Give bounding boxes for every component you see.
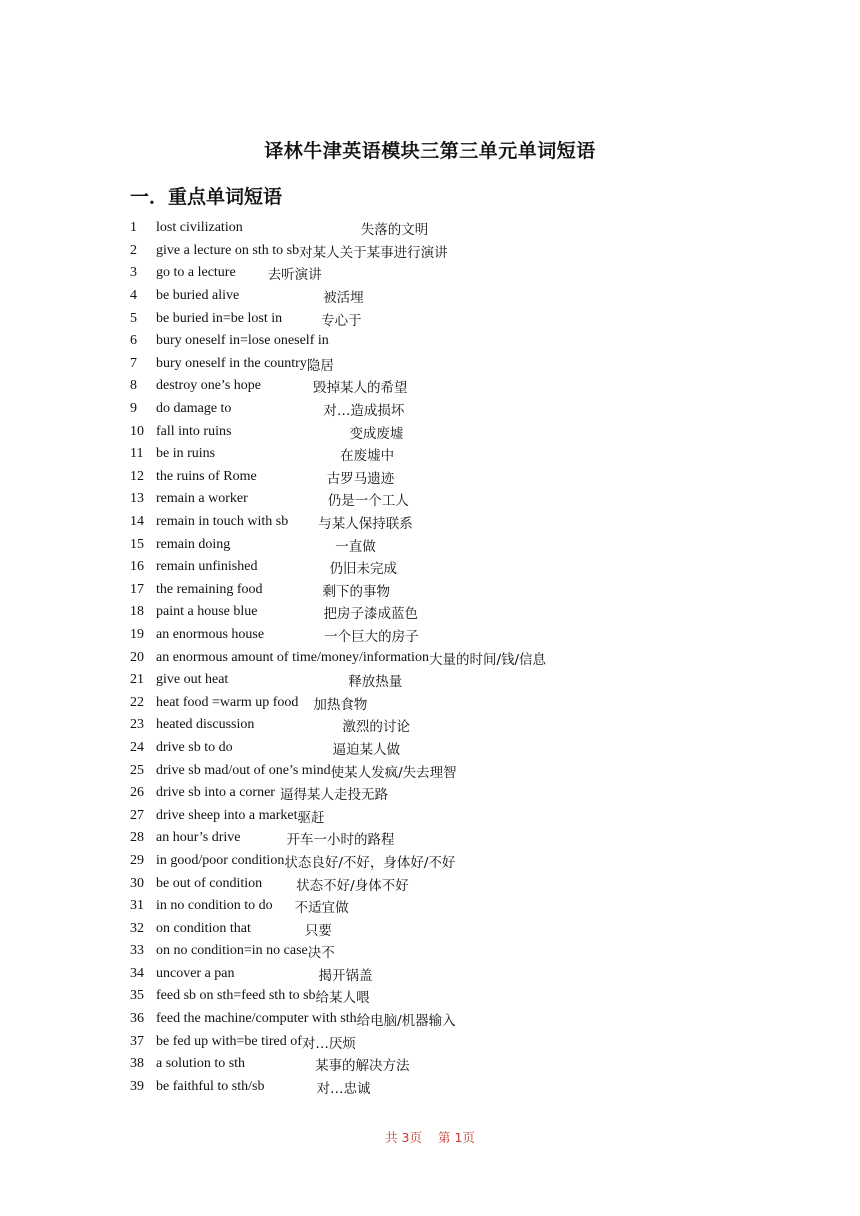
item-english: be buried in=be lost in: [156, 310, 283, 326]
list-item: [130, 646, 830, 669]
item-english: remain in touch with sb: [156, 514, 289, 530]
item-number: 28: [130, 830, 144, 846]
list-item: [130, 714, 830, 737]
list-item: [130, 895, 830, 918]
list-item: [130, 872, 830, 895]
item-number: 13: [130, 491, 144, 507]
item-english: be faithful to sth/sb: [156, 1078, 265, 1094]
list-item: [130, 782, 830, 805]
item-number: 31: [130, 898, 144, 914]
item-english: give a lecture on sth to sb: [156, 242, 300, 258]
item-chinese: 开车一小时的路程: [286, 832, 395, 849]
item-number: 2: [130, 242, 137, 258]
item-chinese: 对…忠诚: [316, 1080, 371, 1097]
page-footer: [0, 1128, 860, 1146]
item-chinese: 一个巨大的房子: [324, 628, 419, 645]
item-english: heated discussion: [156, 717, 255, 733]
item-number: 22: [130, 694, 144, 710]
item-english: in no condition to do: [156, 898, 273, 914]
item-number: 3: [130, 265, 137, 281]
item-number: 8: [130, 378, 137, 394]
list-item: [130, 443, 830, 466]
item-number: 35: [130, 988, 144, 1004]
list-item: [130, 375, 830, 398]
list-item: [130, 353, 830, 376]
list-item: [130, 420, 830, 443]
list-item: [130, 307, 830, 330]
item-number: 11: [130, 446, 144, 462]
item-chinese: 给电脑/机器输入: [356, 1013, 456, 1030]
item-chinese: 驱赶: [297, 809, 325, 826]
item-number: 16: [130, 559, 144, 575]
item-chinese: 隐居: [306, 357, 334, 374]
item-number: 38: [130, 1056, 144, 1072]
item-number: 23: [130, 717, 144, 733]
item-chinese: 专心于: [321, 312, 362, 329]
item-chinese: 一直做: [335, 538, 376, 555]
item-chinese: 加热食物: [313, 696, 368, 713]
item-english: an hour’s drive: [156, 830, 241, 846]
list-item: [130, 827, 830, 850]
item-number: 32: [130, 920, 144, 936]
item-english: remain a worker: [156, 491, 248, 507]
item-english: be fed up with=be tired of: [156, 1033, 302, 1049]
item-number: 34: [130, 965, 144, 981]
item-english: a solution to sth: [156, 1056, 246, 1072]
item-english: feed sb on sth=feed sth to sb: [156, 988, 316, 1004]
item-number: 21: [130, 672, 144, 688]
item-english: paint a house blue: [156, 604, 258, 620]
list-item: [130, 985, 830, 1008]
list-item: [130, 1053, 830, 1076]
item-chinese: 毁掉某人的希望: [312, 380, 408, 397]
item-chinese: 逼迫某人做: [332, 741, 401, 758]
item-number: 17: [130, 581, 144, 597]
item-number: 15: [130, 536, 144, 552]
item-number: 24: [130, 739, 144, 755]
item-chinese: 激烈的讨论: [342, 719, 410, 736]
item-chinese: 仍旧未完成: [329, 561, 397, 578]
list-item: [130, 217, 830, 240]
item-number: 30: [130, 875, 144, 891]
item-number: 27: [130, 807, 144, 823]
item-number: 14: [130, 514, 144, 530]
item-chinese: 对…造成损坏: [323, 403, 405, 420]
item-chinese: 去听演讲: [267, 267, 322, 284]
item-number: 29: [130, 852, 144, 868]
item-english: be buried alive: [156, 288, 240, 304]
list-item: [130, 488, 830, 511]
item-chinese: 某事的解决方法: [315, 1058, 410, 1075]
item-chinese: 变成废墟: [349, 425, 404, 442]
item-english: the remaining food: [156, 581, 263, 597]
item-chinese: 状态不好/身体不好: [296, 877, 409, 894]
item-english: give out heat: [156, 672, 229, 688]
list-item: [130, 963, 830, 986]
item-chinese: 与某人保持联系: [318, 516, 413, 533]
item-english: remain unfinished: [156, 559, 258, 575]
item-english: be in ruins: [156, 446, 216, 462]
item-english: heat food =warm up food: [156, 694, 299, 710]
item-english: lost civilization: [156, 220, 243, 236]
item-chinese: 大量的时间/钱/信息: [428, 651, 547, 668]
list-item: [130, 917, 830, 940]
item-english: go to a lecture: [156, 265, 236, 281]
item-english: be out of condition: [156, 875, 263, 891]
item-chinese: 对…厌烦: [301, 1035, 356, 1052]
item-number: 36: [130, 1011, 144, 1027]
item-english: drive sb mad/out of one’s mind: [156, 762, 331, 778]
item-english: drive sheep into a market: [156, 807, 298, 823]
item-english: uncover a pan: [156, 965, 235, 981]
item-chinese: 逼得某人走投无路: [279, 787, 388, 804]
list-item: [130, 330, 830, 353]
list-item: [130, 579, 830, 602]
item-english: bury oneself in the country: [156, 355, 307, 371]
item-english: the ruins of Rome: [156, 468, 257, 484]
item-english: drive sb to do: [156, 739, 233, 755]
item-number: 33: [130, 943, 144, 959]
item-chinese: 只要: [304, 922, 332, 939]
item-number: 37: [130, 1033, 144, 1049]
item-english: feed the machine/computer with sth: [156, 1011, 357, 1027]
list-item: [130, 940, 830, 963]
item-chinese: 给某人喂: [315, 990, 370, 1007]
list-item: [130, 601, 830, 624]
list-item: [130, 240, 830, 263]
item-english: do damage to: [156, 401, 232, 417]
item-chinese: 失落的文明: [360, 222, 429, 239]
item-number: 39: [130, 1078, 144, 1094]
list-item: [130, 1076, 830, 1099]
list-item: [130, 556, 830, 579]
item-number: 26: [130, 785, 144, 801]
item-number: 19: [130, 626, 144, 642]
item-english: destroy one’s hope: [156, 378, 261, 394]
item-english: in good/poor condition: [156, 852, 285, 868]
list-item: [130, 669, 830, 692]
document-title: 译林牛津英语模块三第三单元单词短语: [264, 140, 596, 162]
item-english: on no condition=in no case: [156, 943, 308, 959]
list-item: [130, 850, 830, 873]
list-item: [130, 466, 830, 489]
list-item: [130, 398, 830, 421]
current-page: 第 1页: [437, 1130, 475, 1145]
list-item: [130, 624, 830, 647]
item-english: bury oneself in=lose oneself in: [156, 333, 329, 349]
list-item: [130, 1008, 830, 1031]
item-english: on condition that: [156, 920, 251, 936]
list-item: [130, 737, 830, 760]
item-chinese: 对某人关于某事进行演讲: [299, 244, 448, 261]
item-chinese: 不适宜做: [294, 900, 349, 917]
item-number: 18: [130, 604, 144, 620]
item-chinese: 状态良好/不好，身体好/不好: [284, 854, 456, 871]
item-number: 5: [130, 310, 137, 326]
section-heading: 一．重点单词短语: [130, 186, 283, 208]
item-number: 25: [130, 762, 144, 778]
item-english: drive sb into a corner: [156, 785, 275, 801]
list-item: [130, 804, 830, 827]
list-item: [130, 262, 830, 285]
item-english: an enormous house: [156, 626, 265, 642]
list-item: [130, 1030, 830, 1053]
vocabulary-list: [130, 217, 830, 1098]
item-chinese: 古罗马遗迹: [326, 470, 395, 487]
item-chinese: 剩下的事物: [322, 583, 391, 600]
list-item: [130, 285, 830, 308]
list-item: [130, 511, 830, 534]
item-chinese: 被活埋: [323, 290, 364, 307]
item-number: 1: [130, 220, 137, 236]
list-item: [130, 759, 830, 782]
item-chinese: 在废墟中: [340, 448, 395, 465]
list-item: [130, 691, 830, 714]
item-english: fall into ruins: [156, 423, 232, 439]
item-number: 6: [130, 333, 137, 349]
item-chinese: 决不: [307, 945, 335, 962]
item-english: remain doing: [156, 536, 231, 552]
item-number: 12: [130, 468, 144, 484]
item-chinese: 使某人发疯/失去理智: [330, 764, 457, 781]
list-item: [130, 533, 830, 556]
item-chinese: 揭开锅盖: [318, 967, 373, 984]
item-chinese: 仍是一个工人: [327, 493, 409, 510]
item-number: 7: [130, 355, 137, 371]
item-chinese: 把房子漆成蓝色: [323, 606, 418, 623]
item-number: 4: [130, 288, 137, 304]
total-pages: 共 3页: [385, 1130, 422, 1145]
item-english: an enormous amount of time/money/information: [156, 649, 429, 665]
item-number: 9: [130, 401, 137, 417]
item-number: 10: [130, 423, 144, 439]
item-chinese: 释放热量: [348, 674, 403, 691]
item-number: 20: [130, 649, 144, 665]
